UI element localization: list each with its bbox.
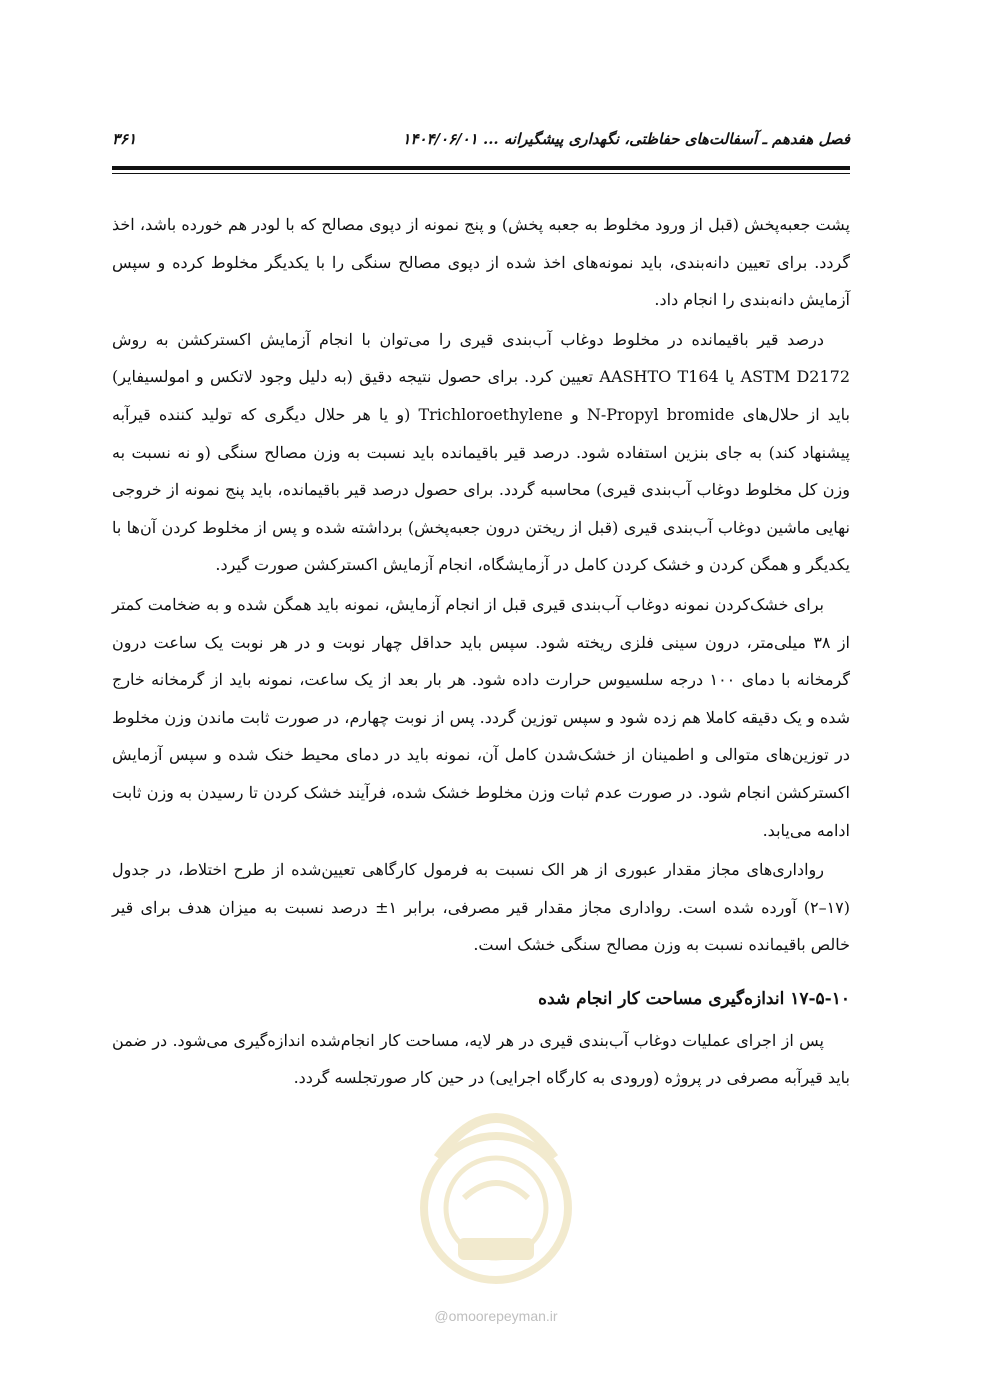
header-rule-thin xyxy=(112,173,850,174)
watermark-ring-icon xyxy=(424,1136,568,1280)
paragraph-2: درصد قیر باقیمانده در مخلوط دوغاب آب‌بندی قیری را می‌توان با انجام آزمایش اکسترکشن به روش ASTM D2172 یا AASHTO T164 تعیین کرد. برای حصول نتیجه دقیق (به دلیل وجود لاتکس و امولسیفایر) باید از حلال‌های N-Propyl bromide و Trichloroethylene (و یا هر حلال دیگری که تولید کننده قیرآبه پیشنهاد کند) به جای بنزین استفاده شود. درصد قیر باقیمانده باید نسبت به وزن مصالح سنگی (و نه نسبت به وزن کل مخلوط دوغاب آب‌بندی قیری) محاسبه گردد. برای حصول درصد قیر باقیمانده، باید پنج نمونه از خروجی نهایی ماشین دوغاب آب‌بندی قیری (قبل از ریختن درون جعبه‌پخش) برداشته شده و پس از مخلوط کردن آن‌ها با یکدیگر و همگن کردن و خشک کردن کامل در آزمایشگاه، انجام آزمایش اکسترکشن صورت گیرد. xyxy=(112,329,851,575)
paragraph-5: پس از اجرای عملیات دوغاب آب‌بندی قیری در هر لایه، مساحت کار انجام‌شده اندازه‌گیری می‌شود. در ضمن باید قیرآبه مصرفی در پروژه (ورودی به کارگاه اجرایی) در حین کار صورتجلسه گردد. xyxy=(112,1030,850,1088)
watermark-text: @omoorepeyman.ir xyxy=(434,1308,558,1324)
body-text xyxy=(112,206,850,1099)
paragraph-3: برای خشک‌کردن نمونه دوغاب آب‌بندی قیری قبل از انجام آزمایش، نمونه باید همگن شده و به ضخامت کمتر از ۳۸ میلی‌متر، درون سینی فلزی ریخته شود. سپس باید حداقل چهار نوبت و در هر نوبت یک ساعت درون گرمخانه با دمای ۱۰۰ درجه سلسیوس حرارت داده شود. هر بار بعد از یک ساعت، نمونه باید از گرمخانه خارج شده و یک دقیقه کاملا هم زده شود و سپس توزین گردد. پس از نوبت چهارم، در صورت ثابت ماندن وزن مخلوط در توزین‌های متوالی و اطمینان از خشک‌شدن کامل آن، نمونه باید در دمای محیط خنک شده و سپس آزمایش اکسترکشن انجام شود. در صورت عدم ثبات وزن مخلوط خشک شده، فرآیند خشک کردن تا رسیدن به وزن ثابت ادامه می‌یابد. xyxy=(112,594,851,840)
header-title: فصل هفدهم ـ آسفالت‌های حفاظتی، نگهداری پیشگیرانه ... ۱۴۰۴/۰۶/۰۱ xyxy=(402,130,850,148)
watermark-crown-icon xyxy=(438,1118,554,1158)
paragraph-1: پشت جعبه‌پخش (قبل از ورود مخلوط به جعبه پخش) و پنج نمونه از دپوی مصالح که با لودر هم خورده باشد، اخذ گردد. برای تعیین دانه‌بندی، باید نمونه‌های اخذ شده از دپوی مصالح سنگی را با یکدیگر مخلوط کرده و سپس آزمایش دانه‌بندی را انجام داد. xyxy=(112,215,850,310)
paragraph-4: رواداری‌های مجاز مقدار عبوری از هر الک نسبت به فرمول کارگاهی تعیین‌شده از طرح اختلاط، در جدول (۱۷–۲) آورده شده است. رواداری مجاز مقدار قیر مصرفی، برابر ۱± درصد نسبت به میزان هدف برای قیر خالص باقیمانده نسبت به وزن مصالح سنگی خشک است. xyxy=(112,860,851,955)
section-heading: ۱۷-۵-۱۰ اندازه‌گیری مساحت کار انجام شده xyxy=(538,988,850,1009)
watermark-logo xyxy=(398,1088,594,1300)
header-rule-thick xyxy=(112,166,850,170)
running-header xyxy=(112,130,850,160)
page-number: ۳۶۱ xyxy=(112,130,137,148)
